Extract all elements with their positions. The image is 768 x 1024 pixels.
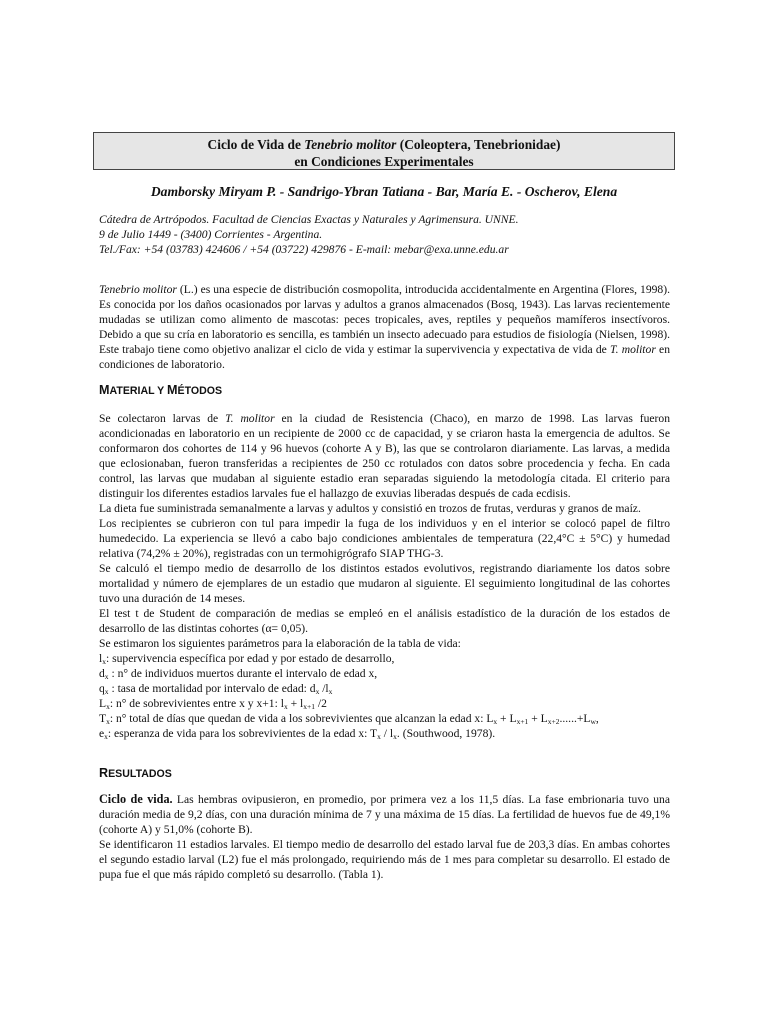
methods-paragraph: Los recipientes se cubrieron con tul para impedir la fuga de los individuos y en el interior se colocó papel de filtro humedecido. La experiencia se llevó a cabo bajo condiciones ambientales de temperatura (22,4°C ± 5°C) y humedad relativa (74,2% ± 20%), registradas con un termohigrógrafo SIAP THG-3. [99, 517, 670, 560]
results-section [99, 792, 670, 882]
methods-paragraph: Se colectaron larvas de T. molitor en la ciudad de Resistencia (Chaco), en marzo de 1998. Las larvas fueron acondicionadas en laboratorio en un recipiente de 2000 cc de capacidad, y se criaron hasta la emergencia de adultos. Se conformaron dos cohortes de 114 y 96 huevos (cohorte A y B), las que se controlaron diariamente. Las larvas, a medida que eclosionaban, fueron transferidas a recipientes de 250 cc rotulados con datos sobre procedencia y fecha. En cada control, las larvas que mudaban al siguiente estadio eran separadas siguiendo la metodología citada. El criterio para distinguir los diferentes estadios larvales fue el hallazgo de exuvias liberadas después de cada ecdisis. [99, 412, 670, 500]
title-line-2: en Condiciones Experimentales [294, 154, 474, 169]
species-name-short: T. molitor [610, 343, 656, 356]
section-heading-methods: MATERIAL Y MÉTODOS [99, 383, 223, 397]
title-box [93, 132, 675, 170]
species-name: Tenebrio molitor [99, 283, 177, 296]
methods-paragraph: Se estimaron los siguientes parámetros para la elaboración de la tabla de vida: [99, 637, 461, 650]
parameter-qx: $q_x$ : tasa de mortalidad por intervalo de edad: $d_x$ $/l_x$ [99, 682, 333, 696]
methods-paragraph: El test t de Student de comparación de medias se empleó en el análisis estadístico de la duración de los estados de desarrollo de las distintas cohortes (α= 0,05). [99, 607, 670, 635]
affiliation [99, 212, 679, 257]
intro-text: (L.) es una especie de distribución cosmopolita, introducida accidentalmente en Argentina (Flores, 1998). Es conocida por los daños ocasionados por larvas y adultos a granos almacenados (Bosq, 1943). Las larvas recientemente mudadas se utilizan como alimento de mascotas: peces tropicales, aves, reptiles y pequeños mamíferos insectívoros. Debido a que su cría en laboratorio es sencilla, es también un insecto adecuado para estudios de fisiología (Nielsen, 1998). Este trabajo tiene como objetivo analizar el ciclo de vida y estimar la supervivencia y expectativa de vida de [99, 283, 670, 356]
species-name-short: T. molitor [225, 412, 275, 425]
section-heading-results: RESULTADOS [99, 766, 172, 780]
affiliation-line: 9 de Julio 1449 - (3400) Corrientes - Argentina. [99, 228, 323, 241]
author-list: Damborsky Miryam P. - Sandrigo-Ybran Tatiana - Bar, María E. - Oscherov, Elena [150, 184, 618, 199]
parameter-lx: $l_x$: supervivencia específica por edad y por estado de desarrollo, [99, 652, 395, 666]
subsection-lead: Ciclo de vida. [99, 792, 173, 806]
methods-paragraph: La dieta fue suministrada semanalmente a larvas y adultos y consistió en trozos de frutas, verduras y granos de maíz. [99, 502, 641, 515]
results-paragraph: Ciclo de vida. Las hembras ovipusieron, en promedio, por primera vez a los 11,5 días. La fase embrionaria tuvo una duración media de 9,2 días, con una duración mínima de 7 y una máxima de 15 días. La fertilidad de huevos fue de 49,1% (cohorte A) y 51,0% (cohorte B). [99, 792, 670, 836]
methods-paragraph: Se calculó el tiempo medio de desarrollo de los distintos estados evolutivos, registrando diariamente los datos sobre mortalidad y número de ejemplares de un estadio que mudaron al siguiente. El seguimiento longitudinal de las cohortes tuvo una duración de 14 meses. [99, 562, 670, 605]
affiliation-line: Tel./Fax: +54 (03783) 424606 / +54 (03722) 429876 - E-mail: mebar@exa.unne.edu.ar [99, 243, 509, 256]
title-line-1 [94, 136, 674, 153]
parameter-dx: $d_x$ : n° de individuos muertos durante el intervalo de edad x, [99, 667, 378, 681]
methods-section [99, 411, 670, 741]
parameter-Tx: $T_x$: n° total de días que quedan de vida a los sobrevivientes que alcanzan la edad x: $L_x + L_{x+1} + L_{x+2}......+L_w$, [99, 712, 599, 726]
affiliation-line: Cátedra de Artrópodos. Facultad de Ciencias Exactas y Naturales y Agrimensura. UNNE. [99, 213, 519, 226]
results-paragraph: Se identificaron 11 estadios larvales. El tiempo medio de desarrollo del estado larval fue de 203,3 días. En ambas cohortes el segundo estadio larval (L2) fue el más prolongado, requiriendo más de 1 mes para completar su desarrollo. El estado de pupa fue el que más rápido completó su desarrollo. (Tabla 1). [99, 838, 670, 881]
title-text: Ciclo de Vida de [207, 137, 305, 152]
title-text-2: (Coleoptera, Tenebrionidae) [396, 137, 561, 152]
parameter-Lx: $L_x$: n° de sobrevivientes entre x y x+1: $l_x + l_{x+1}$ /2 [99, 697, 327, 711]
parameter-ex: $e_x$: esperanza de vida para los sobrevivientes de la edad x: $T_x / l_x$. (Southwood, 1978). [99, 727, 496, 741]
intro-text-end: en condiciones de laboratorio. [99, 343, 670, 371]
intro-paragraph [99, 282, 670, 372]
title-species: Tenebrio molitor [304, 137, 397, 152]
